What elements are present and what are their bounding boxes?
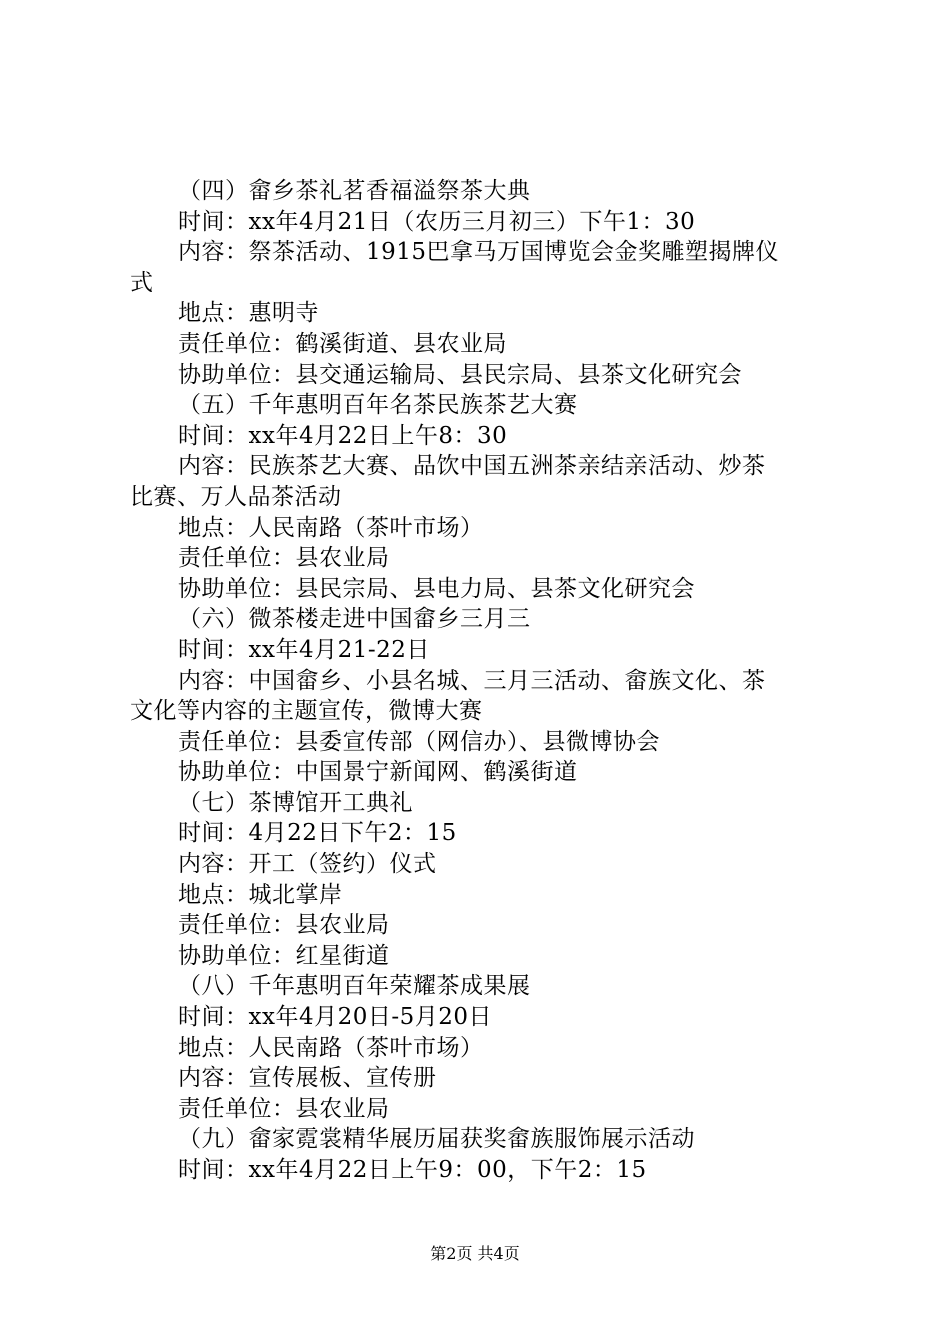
content-line: 内容：开工（签约）仪式 [178,851,437,878]
section-heading-6: （六）微茶楼走进中国畲乡三月三 [178,606,531,633]
section-heading-9: （九）畲家霓裳精华展历届获奖畲族服饰展示活动 [178,1126,695,1153]
section-heading-7: （七）茶博馆开工典礼 [178,789,413,816]
assisting-unit-line: 协助单位：县交通运输局、县民宗局、县茶文化研究会 [178,361,742,388]
responsible-unit-line: 责任单位：县农业局 [178,912,390,939]
responsible-unit-line: 责任单位：县农业局 [178,1095,390,1122]
section-heading-5: （五）千年惠明百年名茶民族茶艺大赛 [178,392,578,419]
section-heading-4: （四）畲乡茶礼茗香福溢祭茶大典 [178,178,531,204]
responsible-unit-line: 责任单位：县委宣传部（网信办）、县微博协会 [178,728,660,755]
time-line: 时间：xx年4月20日-5月20日 [178,1004,493,1031]
location-line: 地点：惠明寺 [178,300,319,327]
time-line: 时间：xx年4月22日上午8：30 [178,422,508,449]
document-body [130,176,835,1186]
section-heading-8: （八）千年惠明百年荣耀茶成果展 [178,973,531,1000]
location-line: 地点：城北掌岸 [178,881,343,908]
page-number-footer: 第2页 共4页 [430,1244,520,1263]
location-line: 地点：人民南路（茶叶市场） [178,514,484,541]
assisting-unit-line: 协助单位：中国景宁新闻网、鹤溪街道 [178,759,578,786]
responsible-unit-line: 责任单位：县农业局 [178,545,390,572]
time-line: 时间：xx年4月21-22日 [178,636,430,663]
content-line: 内容：祭茶活动、1915巴拿马万国博览会金奖雕塑揭牌仪 [178,239,780,266]
time-line: 时间：xx年4月22日上午9：00，下午2：15 [178,1157,647,1183]
assisting-unit-line: 协助单位：县民宗局、县电力局、县茶文化研究会 [178,575,695,602]
content-line: 内容：民族茶艺大赛、品饮中国五洲茶亲结亲活动、炒茶 [178,453,766,480]
content-line-continuation: 比赛、万人品茶活动 [130,483,342,510]
assisting-unit-line: 协助单位：红星街道 [178,942,390,969]
content-line: 内容：宣传展板、宣传册 [178,1065,437,1092]
content-line-continuation: 文化等内容的主题宣传，微博大赛 [130,698,483,725]
responsible-unit-line: 责任单位：鹤溪街道、县农业局 [178,330,507,357]
content-line: 内容：中国畲乡、小县名城、三月三活动、畲族文化、茶 [178,667,766,694]
time-line: 时间：xx年4月21日（农历三月初三）下午1：30 [178,208,696,235]
time-line: 时间：4月22日下午2：15 [178,820,457,847]
content-line-continuation: 式 [130,269,154,296]
location-line: 地点：人民南路（茶叶市场） [178,1034,484,1061]
